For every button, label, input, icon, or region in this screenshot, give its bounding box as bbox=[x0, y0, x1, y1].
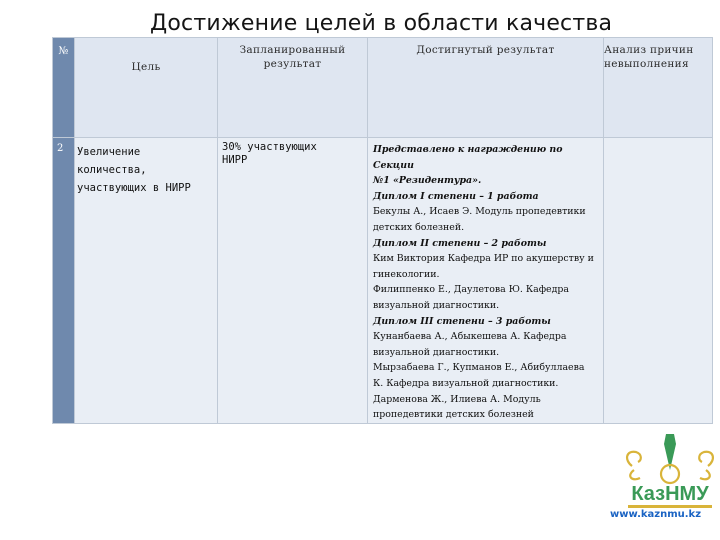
achievement-detail: Мырзабаева Г., Купманов Е., Абибуллаева bbox=[373, 362, 585, 374]
achievement-detail: визуальной диагностики. bbox=[373, 299, 500, 311]
achievement-heading: Диплом I степени – 1 работа bbox=[373, 190, 539, 202]
achievement-heading: Представлено к награждению по Секции bbox=[373, 144, 563, 171]
university-logo bbox=[622, 430, 718, 540]
goal-line: участвующих в НИРР bbox=[77, 182, 191, 194]
achievement-heading: Диплом III степени – 3 работы bbox=[373, 315, 551, 327]
header-num: № bbox=[53, 38, 75, 138]
planned-cell bbox=[218, 138, 368, 424]
achievement-detail: пропедевтики детских болезней bbox=[373, 409, 534, 421]
slide-title: Достижение целей в области качества bbox=[150, 11, 613, 36]
achievement-detail: Кунанбаева А., Абыкешева А. Кафедра bbox=[373, 331, 567, 343]
goal-cell bbox=[75, 138, 218, 424]
achievement-heading: №1 «Резидентура». bbox=[373, 175, 482, 187]
achievement-detail: Филиппенко Е., Даулетова Ю. Кафедра bbox=[373, 284, 569, 296]
planned-line: 30% участвующих bbox=[222, 141, 317, 153]
achievement-detail: К. Кафедра визуальной диагностики. bbox=[373, 377, 559, 389]
header-planned: Запланированный результат bbox=[218, 38, 368, 138]
header-analysis: Анализ причин невыполнения bbox=[604, 38, 713, 138]
ornament-left-icon bbox=[627, 452, 641, 480]
table-header-row bbox=[53, 38, 713, 138]
achievement-detail: Бекулы А., Исаев Э. Модуль пропедевтики bbox=[373, 206, 586, 218]
header-achieved: Достигнутый результат bbox=[368, 38, 604, 138]
achieved-cell bbox=[368, 138, 604, 424]
row-num: 2 bbox=[53, 138, 75, 424]
logo-wordmark: КазНМУ bbox=[631, 483, 709, 505]
achievement-detail: Ким Виктория Кафедра ИР по акушерству и bbox=[373, 253, 594, 265]
goal-line: количества, bbox=[77, 164, 147, 176]
achievement-heading: Диплом II степени – 2 работы bbox=[373, 237, 547, 249]
analysis-cell bbox=[604, 138, 713, 424]
planned-line: НИРР bbox=[222, 154, 248, 166]
ornament-right-icon bbox=[699, 452, 713, 480]
achievement-detail: Дарменова Ж., Илиева А. Модуль bbox=[373, 393, 541, 405]
achievement-detail: детских болезней. bbox=[373, 221, 465, 233]
logo-url: www.kaznmu.kz bbox=[610, 509, 702, 520]
achievement-detail: гинекологии. bbox=[373, 268, 440, 280]
header-goal: Цель bbox=[75, 38, 218, 138]
table-row bbox=[53, 138, 713, 424]
achievement-detail: визуальной диагностики. bbox=[373, 346, 500, 358]
logo-underline bbox=[628, 505, 712, 508]
goals-table bbox=[52, 37, 713, 424]
goal-line: Увеличение bbox=[77, 146, 141, 158]
